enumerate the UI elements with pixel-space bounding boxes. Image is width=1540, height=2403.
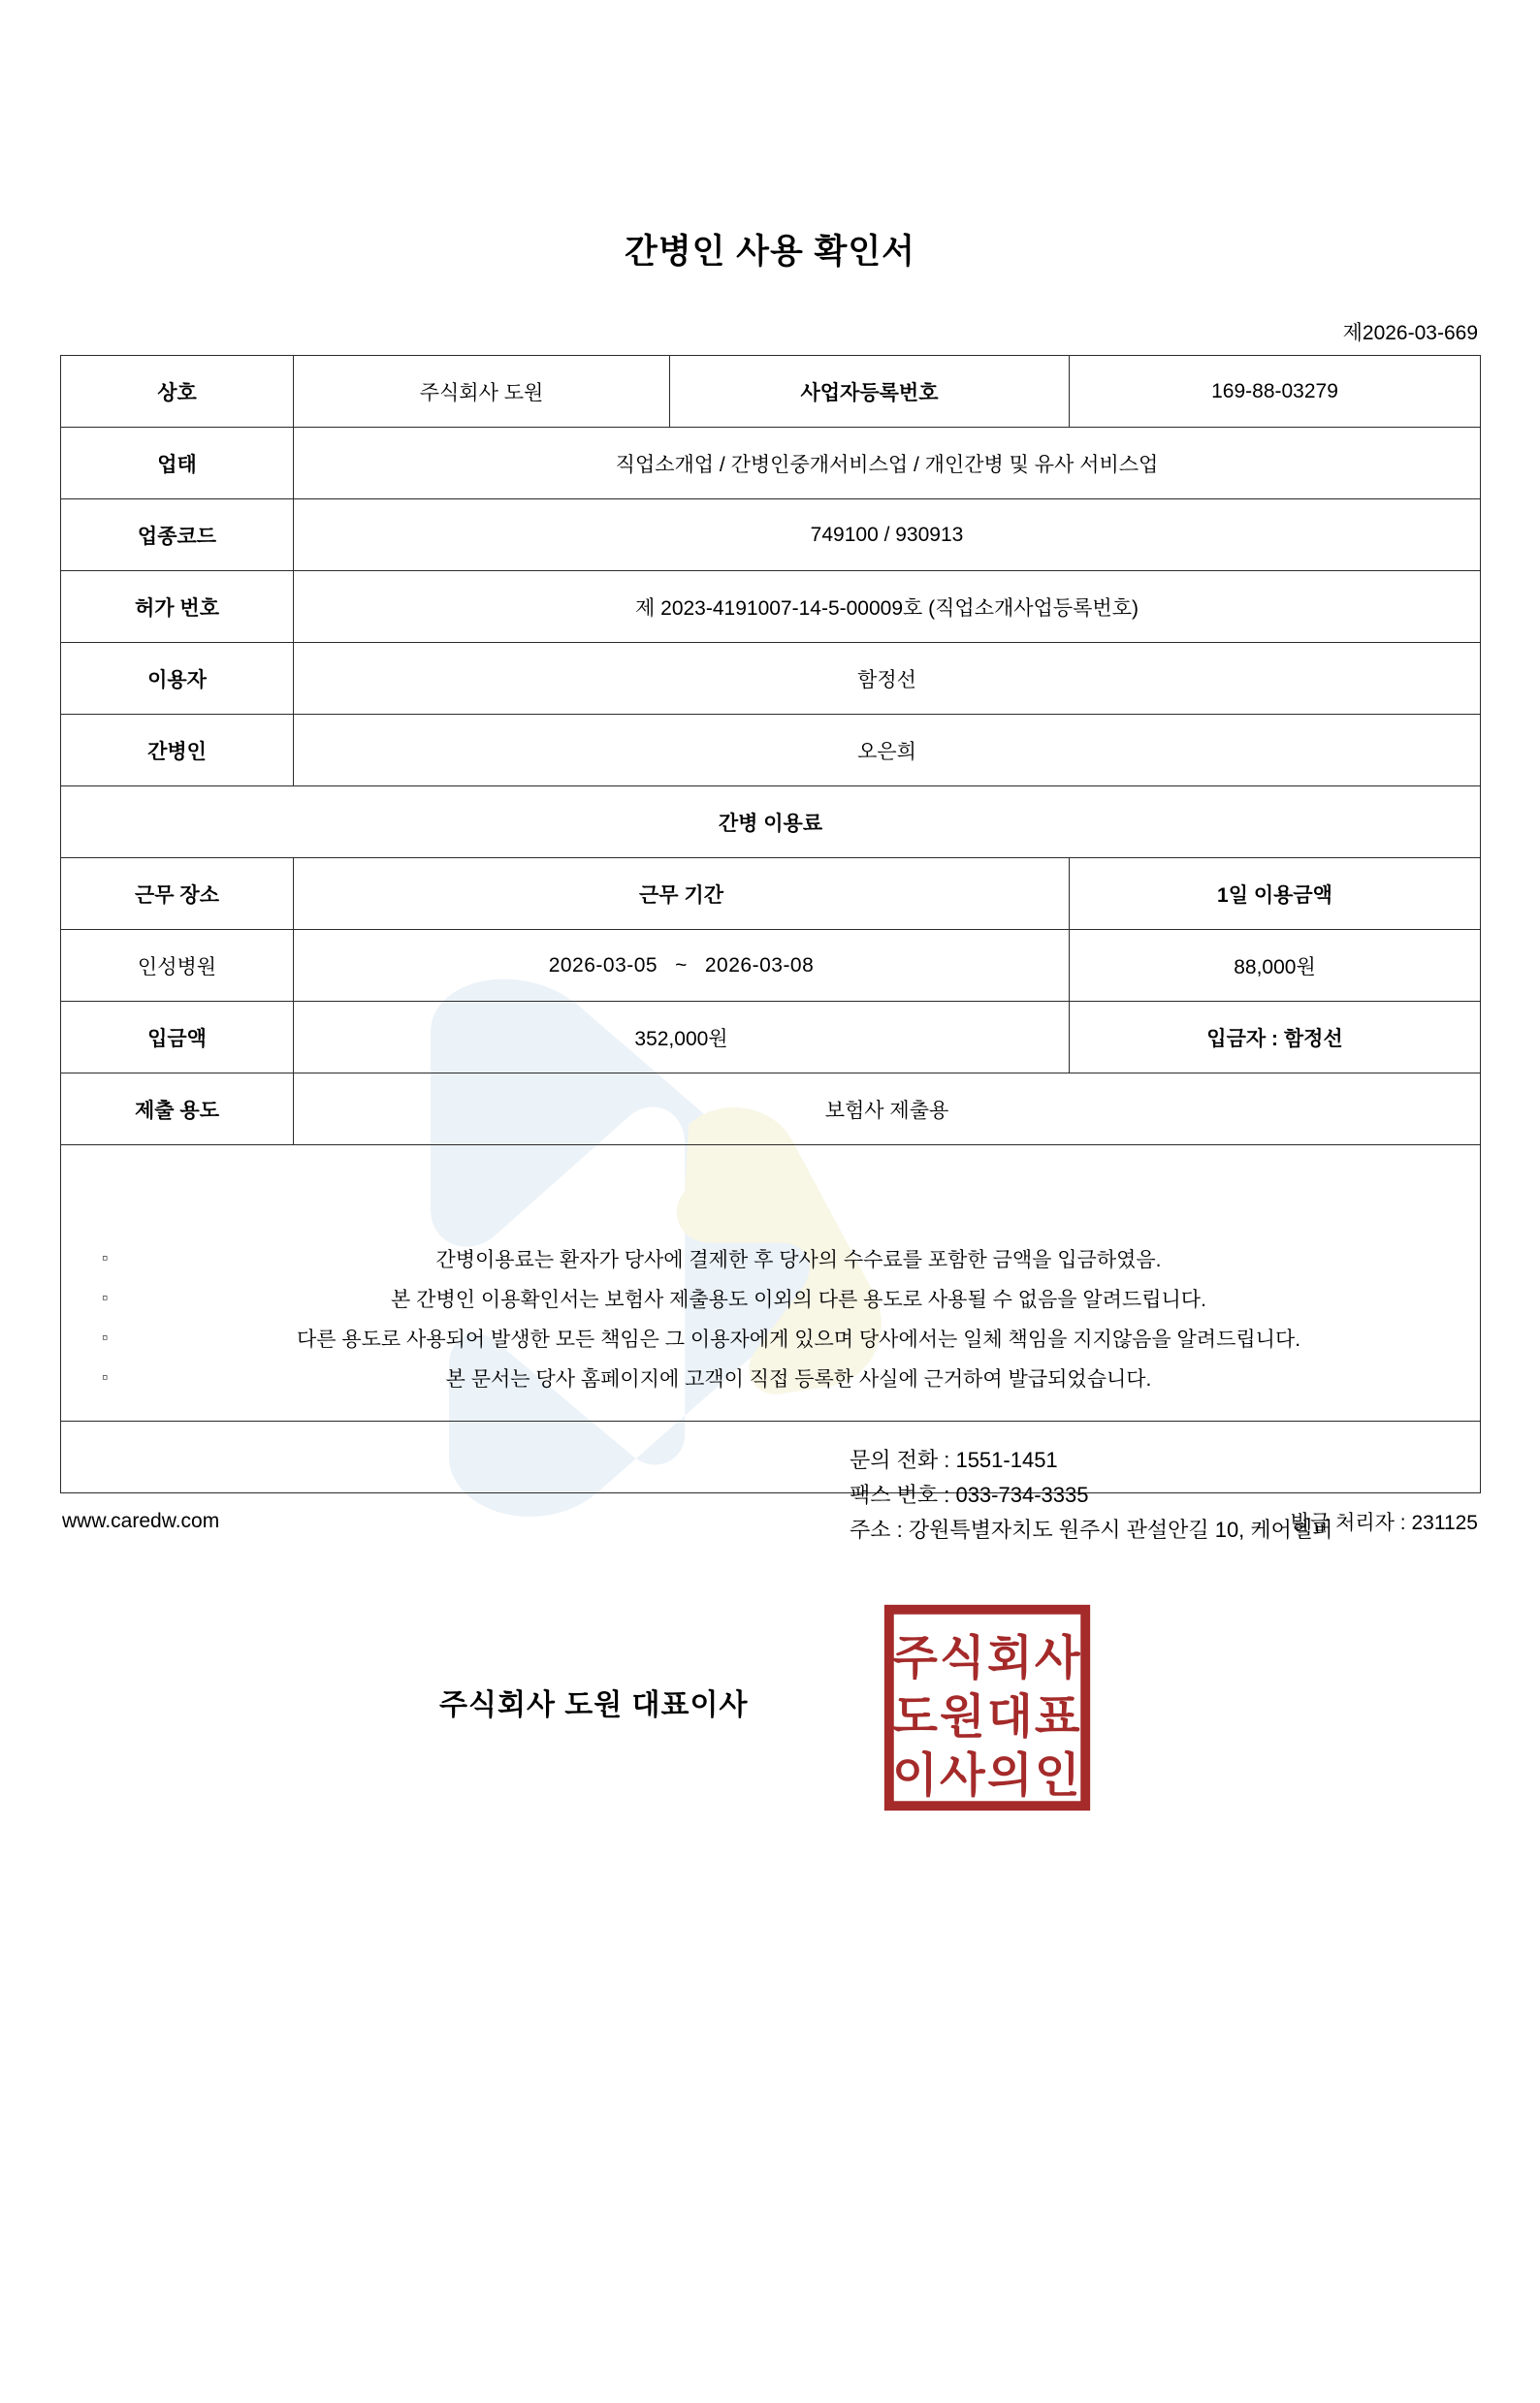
header-daily-amount: 1일 이용금액 <box>1070 858 1481 930</box>
row-value-business-number: 169-88-03279 <box>1070 356 1481 428</box>
list-item: ▫ 다른 용도로 사용되어 발생한 모든 책임은 그 이용자에게 있으며 당사에서는 일체 책임을 지지않음을 알려드립니다. <box>98 1321 1470 1361</box>
value-work-period <box>294 930 1070 1002</box>
row-value-caregiver: 오은희 <box>294 715 1481 786</box>
row-value-purpose: 보험사 제출용 <box>294 1073 1481 1145</box>
table-row <box>61 858 1481 930</box>
row-label-deposit: 입금액 <box>61 1002 294 1073</box>
row-label-industry-code: 업종코드 <box>61 499 294 571</box>
table-row <box>61 1145 1481 1422</box>
row-value-business-type: 직업소개업 / 간병인중개서비스업 / 개인간병 및 유사 서비스업 <box>294 428 1481 499</box>
row-value-industry-code: 749100 / 930913 <box>294 499 1481 571</box>
footer-issuer: 발급 처리자 : 231125 <box>1290 1511 1478 1534</box>
row-value-company-name: 주식회사 도원 <box>294 356 670 428</box>
value-work-place: 인성병원 <box>61 930 294 1002</box>
notes-cell <box>61 1145 1481 1422</box>
row-value-user: 함정선 <box>294 643 1481 715</box>
list-item: ▫ 본 간병인 이용확인서는 보험사 제출용도 이외의 다른 용도로 사용될 수 없음을 알려드립니다. <box>98 1281 1470 1321</box>
row-label-user: 이용자 <box>61 643 294 715</box>
list-item: ▫ 간병이용료는 환자가 당사에 결제한 후 당사의 수수료를 포함한 금액을 입금하였음. <box>98 1241 1470 1281</box>
signature-row <box>61 1630 1480 1802</box>
value-daily-amount: 88,000원 <box>1070 930 1481 1002</box>
signature-name: 주식회사 도원 대표이사 <box>439 1688 749 1721</box>
row-label-purpose: 제출 용도 <box>61 1073 294 1145</box>
period-separator: ~ <box>675 953 688 977</box>
row-value-deposit: 352,000원 <box>294 1002 1070 1073</box>
table-row <box>61 1073 1481 1145</box>
contact-address: 주소 : 강원특별자치도 원주시 관설안길 10, 케어헬퍼 <box>850 1518 1333 1543</box>
contact-phone: 문의 전화 : 1551-1451 <box>850 1447 1058 1472</box>
table-row <box>61 715 1481 786</box>
period-end: 2026-03-08 <box>704 953 815 977</box>
table-row <box>61 428 1481 499</box>
notes-list <box>71 1166 1470 1400</box>
fee-section-title: 간병 이용료 <box>61 786 1481 858</box>
row-label-company-name: 상호 <box>61 356 294 428</box>
list-item: ▫ 본 문서는 당사 홈페이지에 고객이 직접 등록한 사실에 근거하여 발급되었습니다. <box>98 1361 1470 1400</box>
svg-text:도원대표: 도원대표 <box>892 1690 1082 1744</box>
period-start: 2026-03-05 <box>548 953 658 977</box>
row-label-business-number: 사업자등록번호 <box>670 356 1070 428</box>
row-value-depositor: 입금자 : 함정선 <box>1070 1002 1481 1073</box>
table-row <box>61 930 1481 1002</box>
footer-website: www.caredw.com <box>62 1509 220 1532</box>
table-row <box>61 356 1481 428</box>
svg-text:주식회사: 주식회사 <box>892 1631 1082 1684</box>
table-row <box>61 1421 1481 1492</box>
header-work-place: 근무 장소 <box>61 858 294 930</box>
row-label-license-number: 허가 번호 <box>61 571 294 643</box>
contact-fax: 팩스 번호 : 033-734-3335 <box>850 1483 1089 1508</box>
header-work-period: 근무 기간 <box>294 858 1070 930</box>
document-number: 제2026-03-669 <box>1342 322 1478 344</box>
page-title: 간병인 사용 확인서 <box>625 233 915 271</box>
svg-text:이사의인: 이사의인 <box>892 1748 1082 1802</box>
table-row <box>61 571 1481 643</box>
contact-block <box>850 1443 1451 1549</box>
row-value-license-number: 제 2023-4191007-14-5-00009호 (직업소개사업등록번호) <box>294 571 1481 643</box>
document-page <box>0 225 1540 2403</box>
table-row <box>61 786 1481 858</box>
row-label-business-type: 업태 <box>61 428 294 499</box>
row-label-caregiver: 간병인 <box>61 715 294 786</box>
table-row <box>61 1002 1481 1073</box>
table-row <box>61 499 1481 571</box>
table-row <box>61 643 1481 715</box>
company-seal-stamp <box>881 1601 1094 1814</box>
